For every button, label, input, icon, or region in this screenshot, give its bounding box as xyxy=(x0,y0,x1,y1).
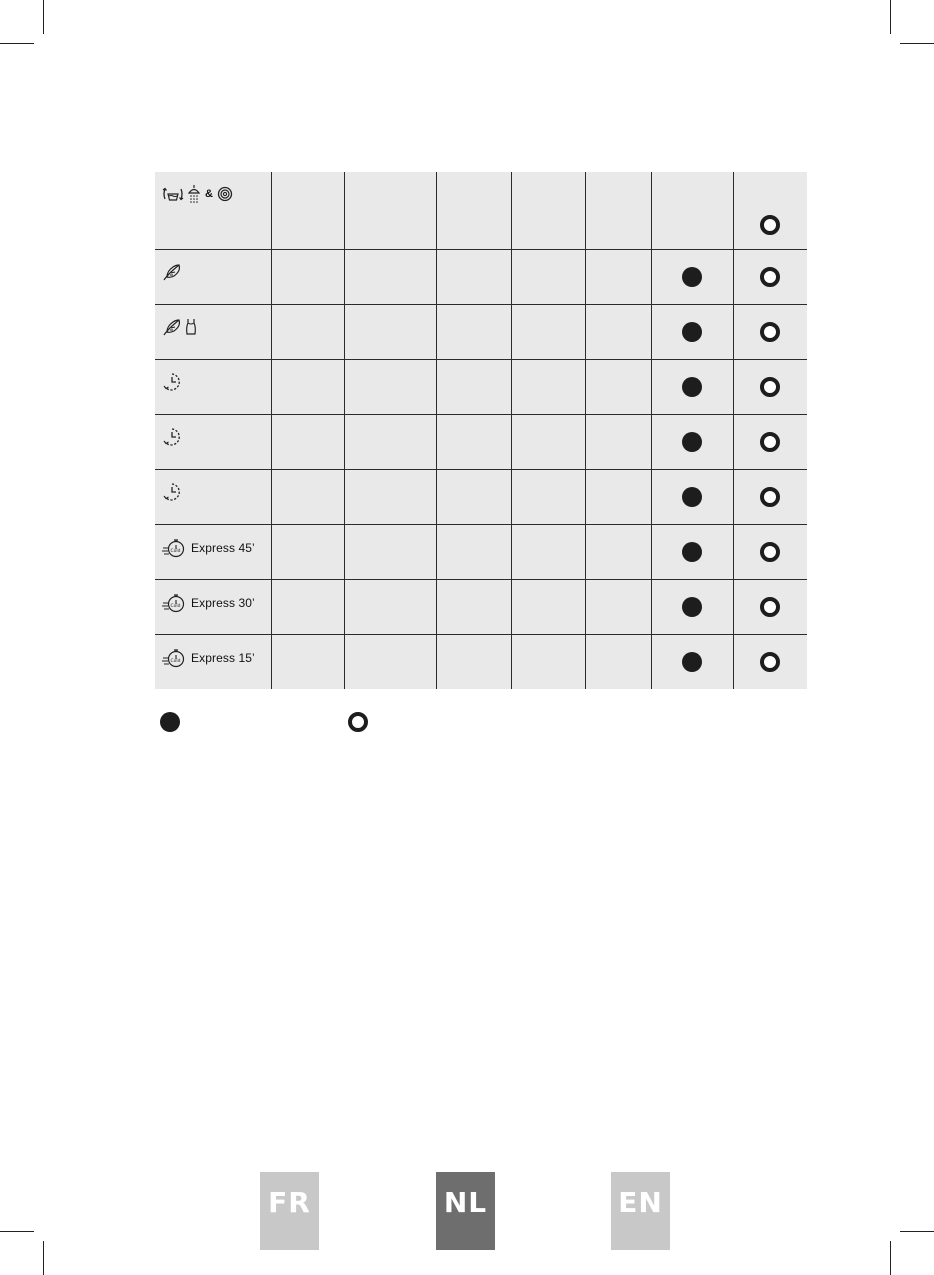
filled-circle-icon xyxy=(682,432,702,452)
program-label-cell xyxy=(155,579,271,634)
table-cell xyxy=(436,469,511,524)
table-cell xyxy=(436,172,511,249)
open-circle-icon xyxy=(760,652,780,672)
table-cell xyxy=(733,414,807,469)
crop-mark xyxy=(0,43,34,44)
table-cell xyxy=(651,469,733,524)
table-row xyxy=(155,359,807,414)
table-cell xyxy=(585,249,651,304)
table-cell xyxy=(585,634,651,689)
language-tab-nl[interactable] xyxy=(436,1172,495,1250)
open-circle-icon xyxy=(760,432,780,452)
table-cell xyxy=(585,359,651,414)
program-label-cell xyxy=(155,524,271,579)
table-cell xyxy=(651,414,733,469)
program-table xyxy=(155,172,807,689)
table-row xyxy=(155,414,807,469)
table-cell xyxy=(344,634,436,689)
language-tab-fr[interactable] xyxy=(260,1172,319,1250)
open-circle-icon xyxy=(760,377,780,397)
filled-circle-icon xyxy=(682,652,702,672)
table-cell xyxy=(436,249,511,304)
table-cell xyxy=(436,524,511,579)
table-cell xyxy=(733,469,807,524)
table-cell xyxy=(651,172,733,249)
table-cell xyxy=(271,359,344,414)
separator-text: & xyxy=(205,188,213,200)
program-label-cell xyxy=(155,359,271,414)
clock-icon xyxy=(162,372,182,392)
svg-text:Cold: Cold xyxy=(170,658,181,664)
legend-open-marker xyxy=(348,712,368,737)
table-cell xyxy=(651,579,733,634)
table-cell xyxy=(344,579,436,634)
table-cell xyxy=(271,469,344,524)
table-cell xyxy=(733,172,807,249)
table-cell xyxy=(733,579,807,634)
rinse-icon xyxy=(162,185,184,203)
open-circle-icon xyxy=(760,542,780,562)
table-cell xyxy=(733,634,807,689)
table-cell xyxy=(511,304,585,359)
table-cell xyxy=(651,634,733,689)
filled-circle-icon xyxy=(682,322,702,342)
program-label-cell xyxy=(155,634,271,689)
open-circle-icon xyxy=(760,597,780,617)
table-cell xyxy=(344,304,436,359)
open-circle-icon xyxy=(348,712,368,732)
table-cell xyxy=(585,172,651,249)
table-cell xyxy=(511,414,585,469)
table-cell xyxy=(651,304,733,359)
table-cell xyxy=(511,579,585,634)
table-cell xyxy=(511,524,585,579)
language-tab-label: NL xyxy=(443,1186,488,1219)
language-tab-en[interactable] xyxy=(611,1172,670,1250)
filled-circle-icon xyxy=(682,542,702,562)
table-cell xyxy=(733,524,807,579)
spin-icon xyxy=(217,186,233,202)
open-circle-icon xyxy=(760,267,780,287)
table-cell xyxy=(344,469,436,524)
language-tab-label: FR xyxy=(268,1186,311,1219)
table-cell xyxy=(585,414,651,469)
crop-mark xyxy=(43,1241,44,1275)
table-row xyxy=(155,172,807,249)
table-cell xyxy=(511,469,585,524)
table-cell xyxy=(271,172,344,249)
svg-text:Cold: Cold xyxy=(170,548,181,554)
table-cell xyxy=(436,414,511,469)
table-cell xyxy=(436,634,511,689)
program-name: Express 15’ xyxy=(191,650,255,665)
express-icon xyxy=(162,647,186,669)
table-cell xyxy=(511,172,585,249)
filled-circle-icon xyxy=(682,267,702,287)
table-row xyxy=(155,634,807,689)
table-cell xyxy=(344,524,436,579)
shower-icon xyxy=(187,184,201,204)
filled-circle-icon xyxy=(160,712,180,732)
legend-filled-marker xyxy=(160,712,180,737)
crop-mark xyxy=(900,1231,934,1232)
table-cell xyxy=(436,304,511,359)
crop-mark xyxy=(890,0,891,34)
table-cell xyxy=(271,414,344,469)
table-cell xyxy=(344,249,436,304)
open-circle-icon xyxy=(760,215,780,235)
crop-mark xyxy=(890,1241,891,1275)
table-cell xyxy=(271,634,344,689)
program-label-cell xyxy=(155,304,271,359)
table-row xyxy=(155,249,807,304)
table-cell xyxy=(344,414,436,469)
express-icon xyxy=(162,592,186,614)
table-cell xyxy=(511,359,585,414)
filled-circle-icon xyxy=(682,377,702,397)
table-row xyxy=(155,469,807,524)
table-cell xyxy=(436,579,511,634)
filled-circle-icon xyxy=(682,597,702,617)
express-icon xyxy=(162,537,186,559)
open-circle-icon xyxy=(760,487,780,507)
clock-icon xyxy=(162,482,182,502)
table-cell xyxy=(585,304,651,359)
program-label-cell xyxy=(155,414,271,469)
table-cell xyxy=(651,249,733,304)
open-circle-icon xyxy=(760,322,780,342)
table-cell xyxy=(436,359,511,414)
table-cell xyxy=(733,359,807,414)
feather-icon xyxy=(162,262,182,282)
language-tab-label: EN xyxy=(618,1186,663,1219)
table-cell xyxy=(271,579,344,634)
garment-icon xyxy=(185,318,197,336)
table-row xyxy=(155,524,807,579)
table-cell xyxy=(344,172,436,249)
table-cell xyxy=(271,304,344,359)
table-cell xyxy=(344,359,436,414)
table-row xyxy=(155,579,807,634)
svg-text:Cold: Cold xyxy=(170,603,181,609)
program-name: Express 45’ xyxy=(191,540,255,555)
table-cell xyxy=(585,469,651,524)
feather-icon xyxy=(162,317,182,337)
table-cell xyxy=(585,524,651,579)
table-cell xyxy=(585,579,651,634)
table-cell xyxy=(511,634,585,689)
table-cell xyxy=(271,249,344,304)
crop-mark xyxy=(900,43,934,44)
filled-circle-icon xyxy=(682,487,702,507)
table-cell xyxy=(271,524,344,579)
clock-icon xyxy=(162,427,182,447)
program-label-cell xyxy=(155,469,271,524)
table-cell xyxy=(651,524,733,579)
program-label-cell xyxy=(155,172,271,249)
table-cell xyxy=(733,304,807,359)
crop-mark xyxy=(0,1231,34,1232)
table-cell xyxy=(651,359,733,414)
table-row xyxy=(155,304,807,359)
program-name: Express 30’ xyxy=(191,595,255,610)
program-label-cell xyxy=(155,249,271,304)
crop-mark xyxy=(43,0,44,34)
table-cell xyxy=(733,249,807,304)
table-cell xyxy=(511,249,585,304)
